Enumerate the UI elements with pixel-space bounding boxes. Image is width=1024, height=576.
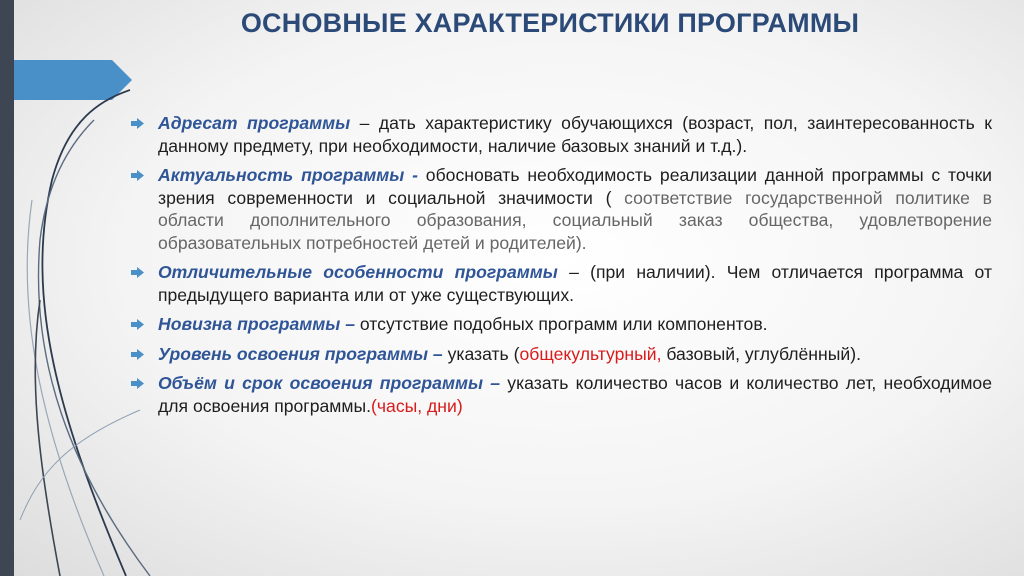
list-item: Актуальность программы - обосновать необходимость реализации данной программы с точки зрения современности и социальной значимости ( соответствие государственной политике в области дополнительного образования, социальный заказ общества, удовлетворение образовательных потребностей детей и родителей). [130,164,992,254]
list-item: Уровень освоения программы – указать (общекультурный, базовый, углублённый). [130,343,992,366]
title-arrow-shape [14,60,132,100]
list-item: Новизна программы – отсутствие подобных программ или компонентов. [130,313,992,336]
list-item: Адресат программы – дать характеристику обучающихся (возраст, пол, заинтересованность к данному предмету, при необходимости, наличие базовых знаний и т.д.). [130,112,992,157]
arrow-right-icon [131,378,144,389]
arrow-right-icon [131,349,144,360]
arrow-right-icon [131,267,144,278]
decorative-curve [35,300,60,576]
list-item: Объём и срок освоения программы – указать количество часов и количество лет, необходимое для освоения программы.(часы, дни) [130,372,992,417]
list-item: Отличительные особенности программы – (при наличии). Чем отличается программа от предыдущего варианта или от уже существующих. [130,261,992,306]
bullet-list [130,112,992,424]
page-title: ОСНОВНЫЕ ХАРАКТЕРИСТИКИ ПРОГРАММЫ [240,8,860,38]
decorative-curve [42,90,130,576]
arrow-right-icon [131,319,144,330]
arrow-right-icon [131,118,144,129]
arrow-right-icon [131,170,144,181]
